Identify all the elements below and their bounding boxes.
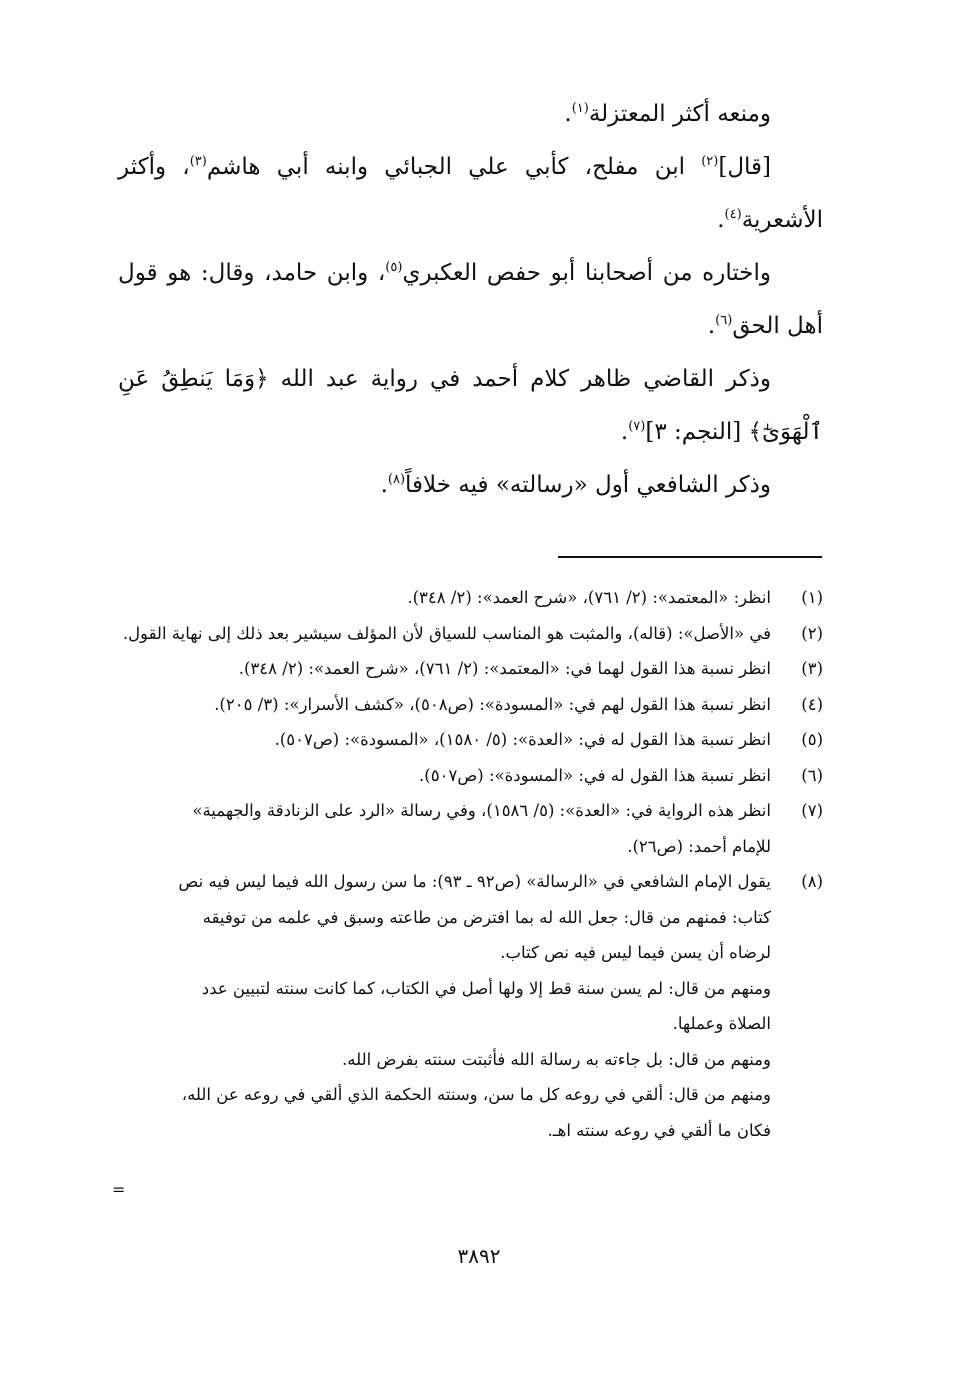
footnote-3 <box>118 651 823 687</box>
paragraph-2: [قال]$^{(٢)}$ ابن مفلح، كأبي علي الجبائي وابنه أبي هاشم$^{(٣)}$، وأكثر الأشعرية$^{(٤)}$. <box>118 154 823 233</box>
footnote-line: في «الأصل»: (قاله)، والمثبت هو المناسب للسياق لأن المؤلف سيشير بعد ذلك إلى نهاية القول. <box>122 623 771 643</box>
paragraph-5: وذكر الشافعي أول «رسالته» فيه خلافاً$^{(٨)}$. <box>380 472 771 498</box>
footnote-ref-7[interactable]: (٧) <box>628 419 646 434</box>
main-text <box>118 88 823 512</box>
footnote-1 <box>118 580 823 616</box>
footnote-4 <box>118 687 823 723</box>
footnote-line: ومنهم من قال: ألقي في روعه كل ما سن، وسنته الحكمة الذي ألقي في روعه عن الله، <box>181 1085 771 1104</box>
footnote-line: انظر نسبة هذا القول لهما في: «المعتمد»: (٢/ ٧٦١)، «شرح العمد»: (٢/ ٣٤٨). <box>238 659 771 678</box>
footnote-number: (١) <box>801 588 823 607</box>
footnote-line: للإمام أحمد: (ص٢٦). <box>627 836 771 856</box>
footnote-5 <box>118 722 823 758</box>
footnote-number: (٤) <box>801 694 823 714</box>
footnote-ref-3[interactable]: (٣) <box>189 154 207 169</box>
paragraph-3: واختاره من أصحابنا أبو حفص العكبري$^{(٥)}$، وابن حامد، وقال: هو قول أهل الحق$^{(٦)}$. <box>118 260 823 339</box>
footnote-6 <box>118 758 823 794</box>
footnote-line: الصلاة وعملها. <box>672 1014 771 1033</box>
footnote-line: انظر هذه الرواية في: «العدة»: (٥/ ١٥٨٦)، وفي رسالة «الرد على الزنادقة والجهمية» <box>192 801 771 820</box>
page-number: ٣٨٩٢ <box>457 1244 501 1268</box>
footnote-number: (٣) <box>801 659 823 678</box>
footnotes <box>118 580 823 1148</box>
footnote-line: انظر: «المعتمد»: (٢/ ٧٦١)، «شرح العمد»: (٢/ ٣٤٨). <box>407 588 771 607</box>
footnote-ref-1[interactable]: (١) <box>571 101 589 116</box>
footnote-number: (٧) <box>801 801 823 820</box>
footnote-line: كتاب: فمنهم من قال: جعل الله له بما افترض من طاعته وسبق في علمه من توفيقه <box>202 907 771 927</box>
footnote-ref-8[interactable]: (٨) <box>387 472 406 487</box>
footnote-line: ومنهم من قال: لم يسن سنة قط إلا ولها أصل في الكتاب، كما كانت سنته لتبيين عدد <box>201 978 771 998</box>
footnote-line: فكان ما ألقي في روعه سنته اهـ. <box>547 1120 771 1140</box>
footnote-7 <box>118 793 823 864</box>
footnote-line: انظر نسبة هذا القول له في: «العدة»: (٥/ ١٥٨٠)، «المسودة»: (ص٥٠٧). <box>274 730 771 749</box>
footnote-2 <box>118 616 823 652</box>
footnote-line: ومنهم من قال: بل جاءته به رسالة الله فأثبتت سنته بفرض الله. <box>342 1049 771 1069</box>
footnote-number: (٦) <box>801 765 823 785</box>
footnote-line: يقول الإمام الشافعي في «الرسالة» (ص٩٢ ـ ٩٣): ما سن رسول الله فيما ليس فيه نص <box>178 872 771 891</box>
footnote-ref-2[interactable]: (٢) <box>701 154 719 169</box>
paragraph-4: وذكر القاضي ظاهر كلام أحمد في رواية عبد الله ﴿وَمَا يَنطِقُ عَنِ ٱلْهَوَىٰٓ﴾ [النجم: ٣]$^{(٧)}$. <box>118 366 823 445</box>
footnote-line: لرضاه أن يسن فيما ليس فيه نص كتاب. <box>500 943 771 962</box>
footnote-separator <box>558 556 822 558</box>
paragraph-1: ومنعه أكثر المعتزلة$^{(١)}$. <box>564 101 771 127</box>
continuation-mark: = <box>112 1180 126 1199</box>
footnote-number: (٢) <box>801 623 823 643</box>
footnote-ref-4[interactable]: (٤) <box>724 207 742 222</box>
footnote-line: انظر نسبة هذا القول لهم في: «المسودة»: (ص٥٠٨)، «كشف الأسرار»: (٣/ ٢٠٥). <box>214 694 771 714</box>
footnote-number: (٥) <box>801 730 823 749</box>
footnote-number: (٨) <box>801 872 823 891</box>
footnote-8 <box>118 864 823 1148</box>
footnote-line: انظر نسبة هذا القول له في: «المسودة»: (ص٥٠٧). <box>419 765 771 785</box>
footnote-ref-5[interactable]: (٥) <box>385 260 403 275</box>
footnote-ref-6[interactable]: (٦) <box>715 313 733 328</box>
